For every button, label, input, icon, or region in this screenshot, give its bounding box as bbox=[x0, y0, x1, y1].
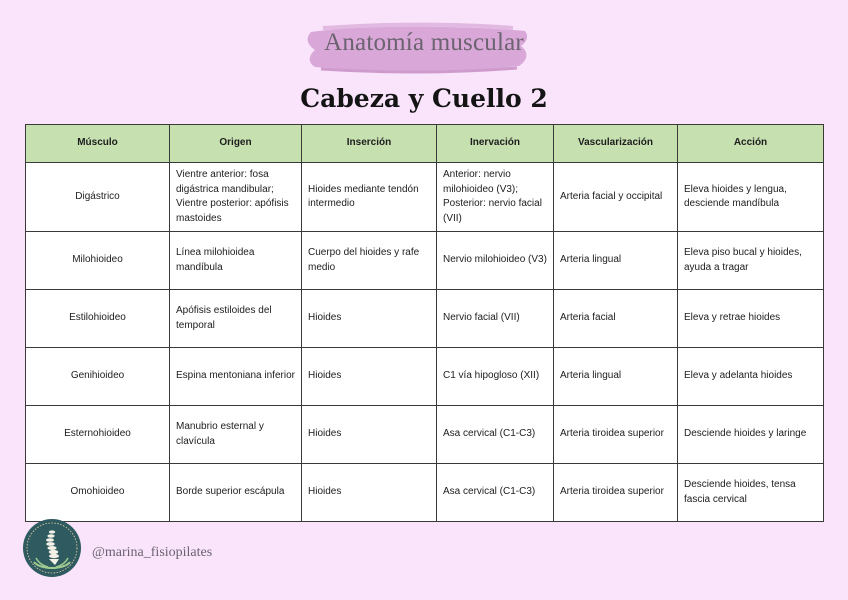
cell-musculo: Omohioideo bbox=[26, 464, 170, 522]
cell-vascularizacion: Arteria tiroidea superior bbox=[554, 464, 678, 522]
table-row bbox=[26, 406, 824, 464]
page-title: Anatomía muscular bbox=[324, 29, 524, 56]
cell-musculo: Milohioideo bbox=[26, 232, 170, 290]
table-row bbox=[26, 290, 824, 348]
table-row bbox=[26, 464, 824, 522]
cell-inervacion: C1 vía hipogloso (XII) bbox=[437, 348, 554, 406]
column-header-vascularizacion: Vascularización bbox=[554, 125, 678, 163]
cell-inervacion: Asa cervical (C1-C3) bbox=[437, 406, 554, 464]
muscle-table bbox=[25, 124, 824, 522]
cell-musculo: Estilohioideo bbox=[26, 290, 170, 348]
table-row bbox=[26, 232, 824, 290]
spine-logo-icon bbox=[22, 518, 82, 578]
column-header-accion: Acción bbox=[678, 125, 824, 163]
cell-vascularizacion: Arteria facial bbox=[554, 290, 678, 348]
cell-origen: Apófisis estiloides del temporal bbox=[170, 290, 302, 348]
cell-accion: Eleva y retrae hioides bbox=[678, 290, 824, 348]
page-subtitle: Cabeza y Cuello 2 bbox=[300, 84, 548, 113]
column-header-origen: Origen bbox=[170, 125, 302, 163]
cell-insercion: Hioides mediante tendón intermedio bbox=[302, 163, 437, 232]
cell-accion: Desciende hioides y laringe bbox=[678, 406, 824, 464]
table-row bbox=[26, 348, 824, 406]
cell-vascularizacion: Arteria lingual bbox=[554, 232, 678, 290]
cell-origen: Manubrio esternal y clavícula bbox=[170, 406, 302, 464]
cell-insercion: Cuerpo del hioides y rafe medio bbox=[302, 232, 437, 290]
column-header-musculo: Músculo bbox=[26, 125, 170, 163]
table-row bbox=[26, 163, 824, 232]
cell-inervacion: Anterior: nervio milohioideo (V3); Posterior: nervio facial (VII) bbox=[437, 163, 554, 232]
cell-inervacion: Asa cervical (C1-C3) bbox=[437, 464, 554, 522]
cell-vascularizacion: Arteria facial y occipital bbox=[554, 163, 678, 232]
cell-origen: Línea milohioidea mandíbula bbox=[170, 232, 302, 290]
column-header-insercion: Inserción bbox=[302, 125, 437, 163]
cell-origen: Espina mentoniana inferior bbox=[170, 348, 302, 406]
cell-insercion: Hioides bbox=[302, 348, 437, 406]
cell-insercion: Hioides bbox=[302, 406, 437, 464]
cell-insercion: Hioides bbox=[302, 290, 437, 348]
cell-vascularizacion: Arteria lingual bbox=[554, 348, 678, 406]
cell-accion: Eleva y adelanta hioides bbox=[678, 348, 824, 406]
column-header-inervacion: Inervación bbox=[437, 125, 554, 163]
cell-origen: Vientre anterior: fosa digástrica mandibular; Vientre posterior: apófisis mastoides bbox=[170, 163, 302, 232]
table-header-row bbox=[26, 125, 824, 163]
cell-inervacion: Nervio milohioideo (V3) bbox=[437, 232, 554, 290]
cell-vascularizacion: Arteria tiroidea superior bbox=[554, 406, 678, 464]
cell-musculo: Digástrico bbox=[26, 163, 170, 232]
cell-origen: Borde superior escápula bbox=[170, 464, 302, 522]
cell-insercion: Hioides bbox=[302, 464, 437, 522]
cell-musculo: Esternohioideo bbox=[26, 406, 170, 464]
instagram-handle: @marina_fisiopilates bbox=[92, 545, 213, 560]
cell-inervacion: Nervio facial (VII) bbox=[437, 290, 554, 348]
cell-accion: Eleva hioides y lengua, desciende mandíbula bbox=[678, 163, 824, 232]
cell-accion: Desciende hioides, tensa fascia cervical bbox=[678, 464, 824, 522]
cell-accion: Eleva piso bucal y hioides, ayuda a tragar bbox=[678, 232, 824, 290]
cell-musculo: Genihioideo bbox=[26, 348, 170, 406]
